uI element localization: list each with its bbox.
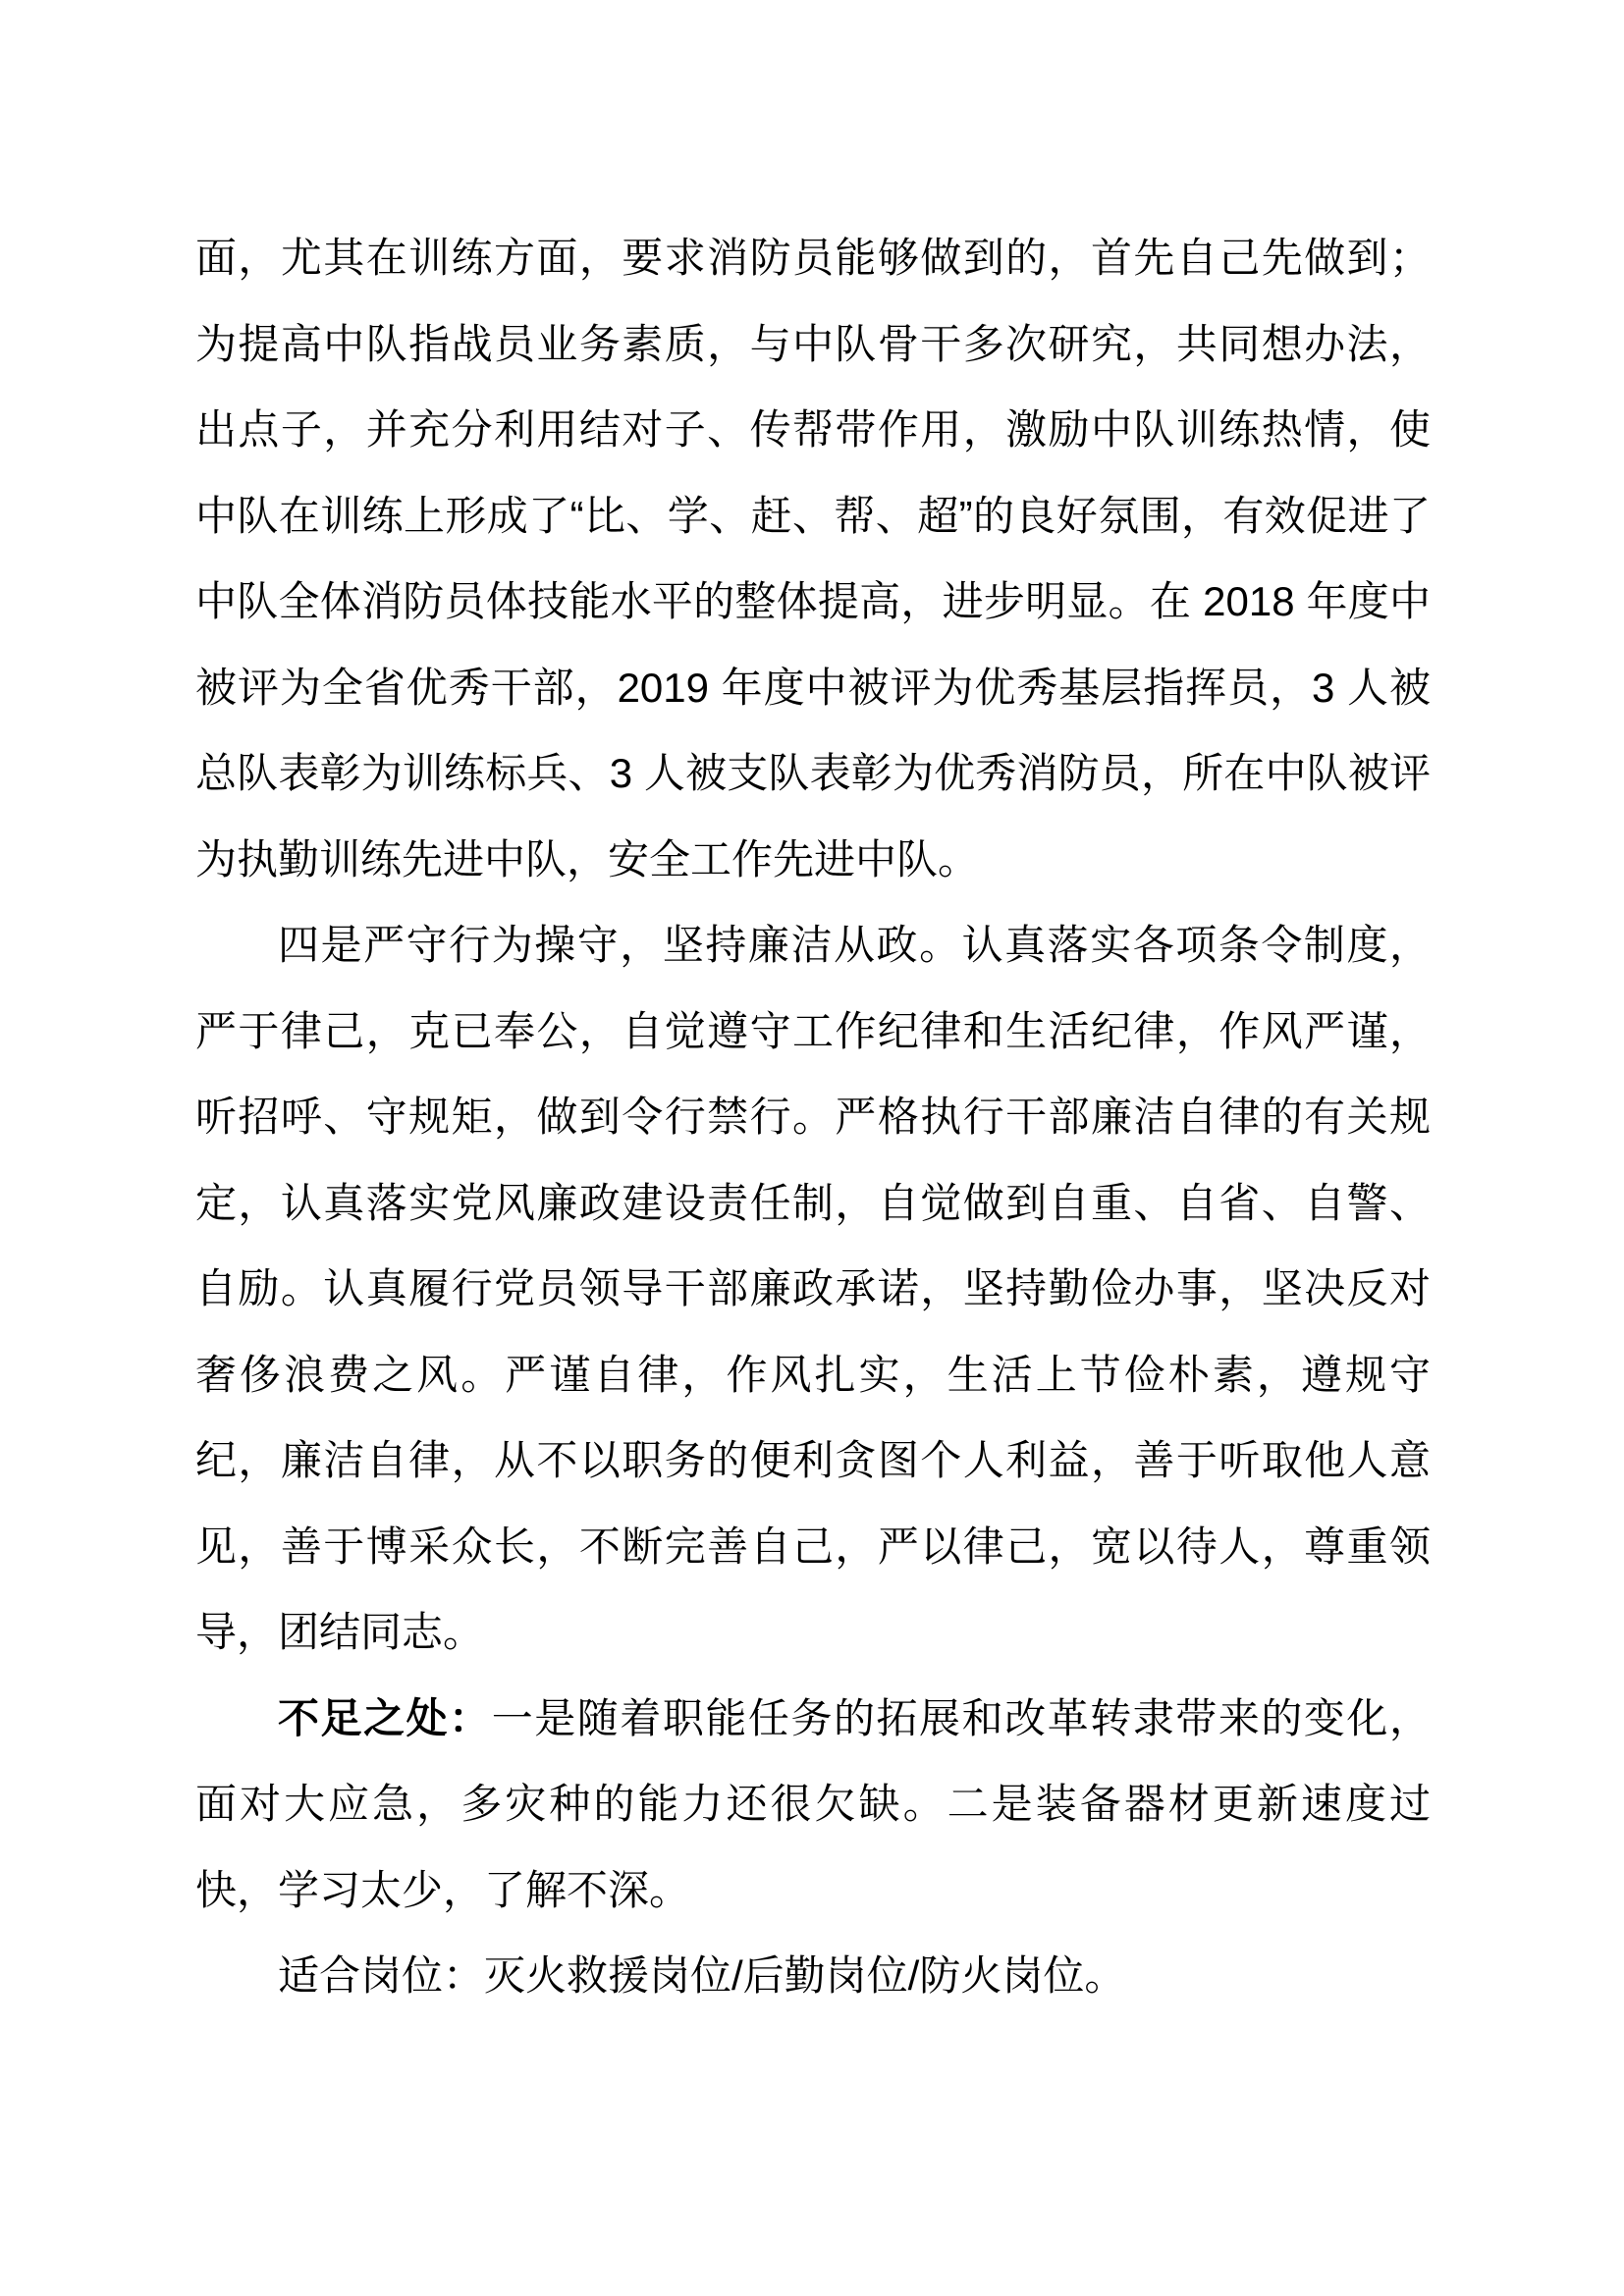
text-run: 面，尤其在训练方面，要求消防员能够做到的，首先自己先做到；为提高中队指战员业务素质，与中队骨干多次研究，共同想办法，出点子，并充分利用结对子、传帮带作用，激励中队训练热情，使中队在训练上形成了“比、学、赶、帮、超”的良好氛围，有效促进了中队全体消防员体技能水平的整体提高，进步明显。在 2018 年度中被评为全省优秀干部，2019 年度中被评为优秀基层指挥员，3 人被总队表彰为训练标兵、3 人被支队表彰为优秀消防员，所在中队被评为执勤训练先进中队，安全工作先进中队。: [195, 235, 1431, 882]
paragraph-training-achievements: [195, 215, 1431, 902]
paragraph-suitable-positions: [195, 1933, 1431, 2019]
text-run: 一是随着职能任务的拓展和改革转隶带来的变化，面对大应急，多灾种的能力还很欠缺。二是装备器材更新速度过快，学习太少，了解不深。: [195, 1694, 1431, 1913]
paragraph-shortcomings: [195, 1676, 1431, 1934]
text-run: 四是严守行为操守，坚持廉洁从政。认真落实各项条令制度，严于律己，克已奉公，自觉遵守工作纪律和生活纪律，作风严谨，听招呼、守规矩，做到令行禁行。严格执行干部廉洁自律的有关规定，认真落实党风廉政建设责任制，自觉做到自重、自省、自警、自励。认真履行党员领导干部廉政承诺，坚持勤俭办事，坚决反对奢侈浪费之风。严谨自律，作风扎实，生活上节俭朴素，遵规守纪，廉洁自律，从不以职务的便利贪图个人利益，善于听取他人意见，善于博采众长，不断完善自己，严以律己，宽以待人，尊重领导，团结同志。: [195, 922, 1431, 1655]
document-body: [195, 215, 1431, 2019]
text-run-bold: 不足之处：: [278, 1694, 492, 1741]
paragraph-integrity-discipline: [195, 902, 1431, 1676]
text-run: 适合岗位：灭火救援岗位/后勤岗位/防火岗位。: [278, 1952, 1126, 1999]
